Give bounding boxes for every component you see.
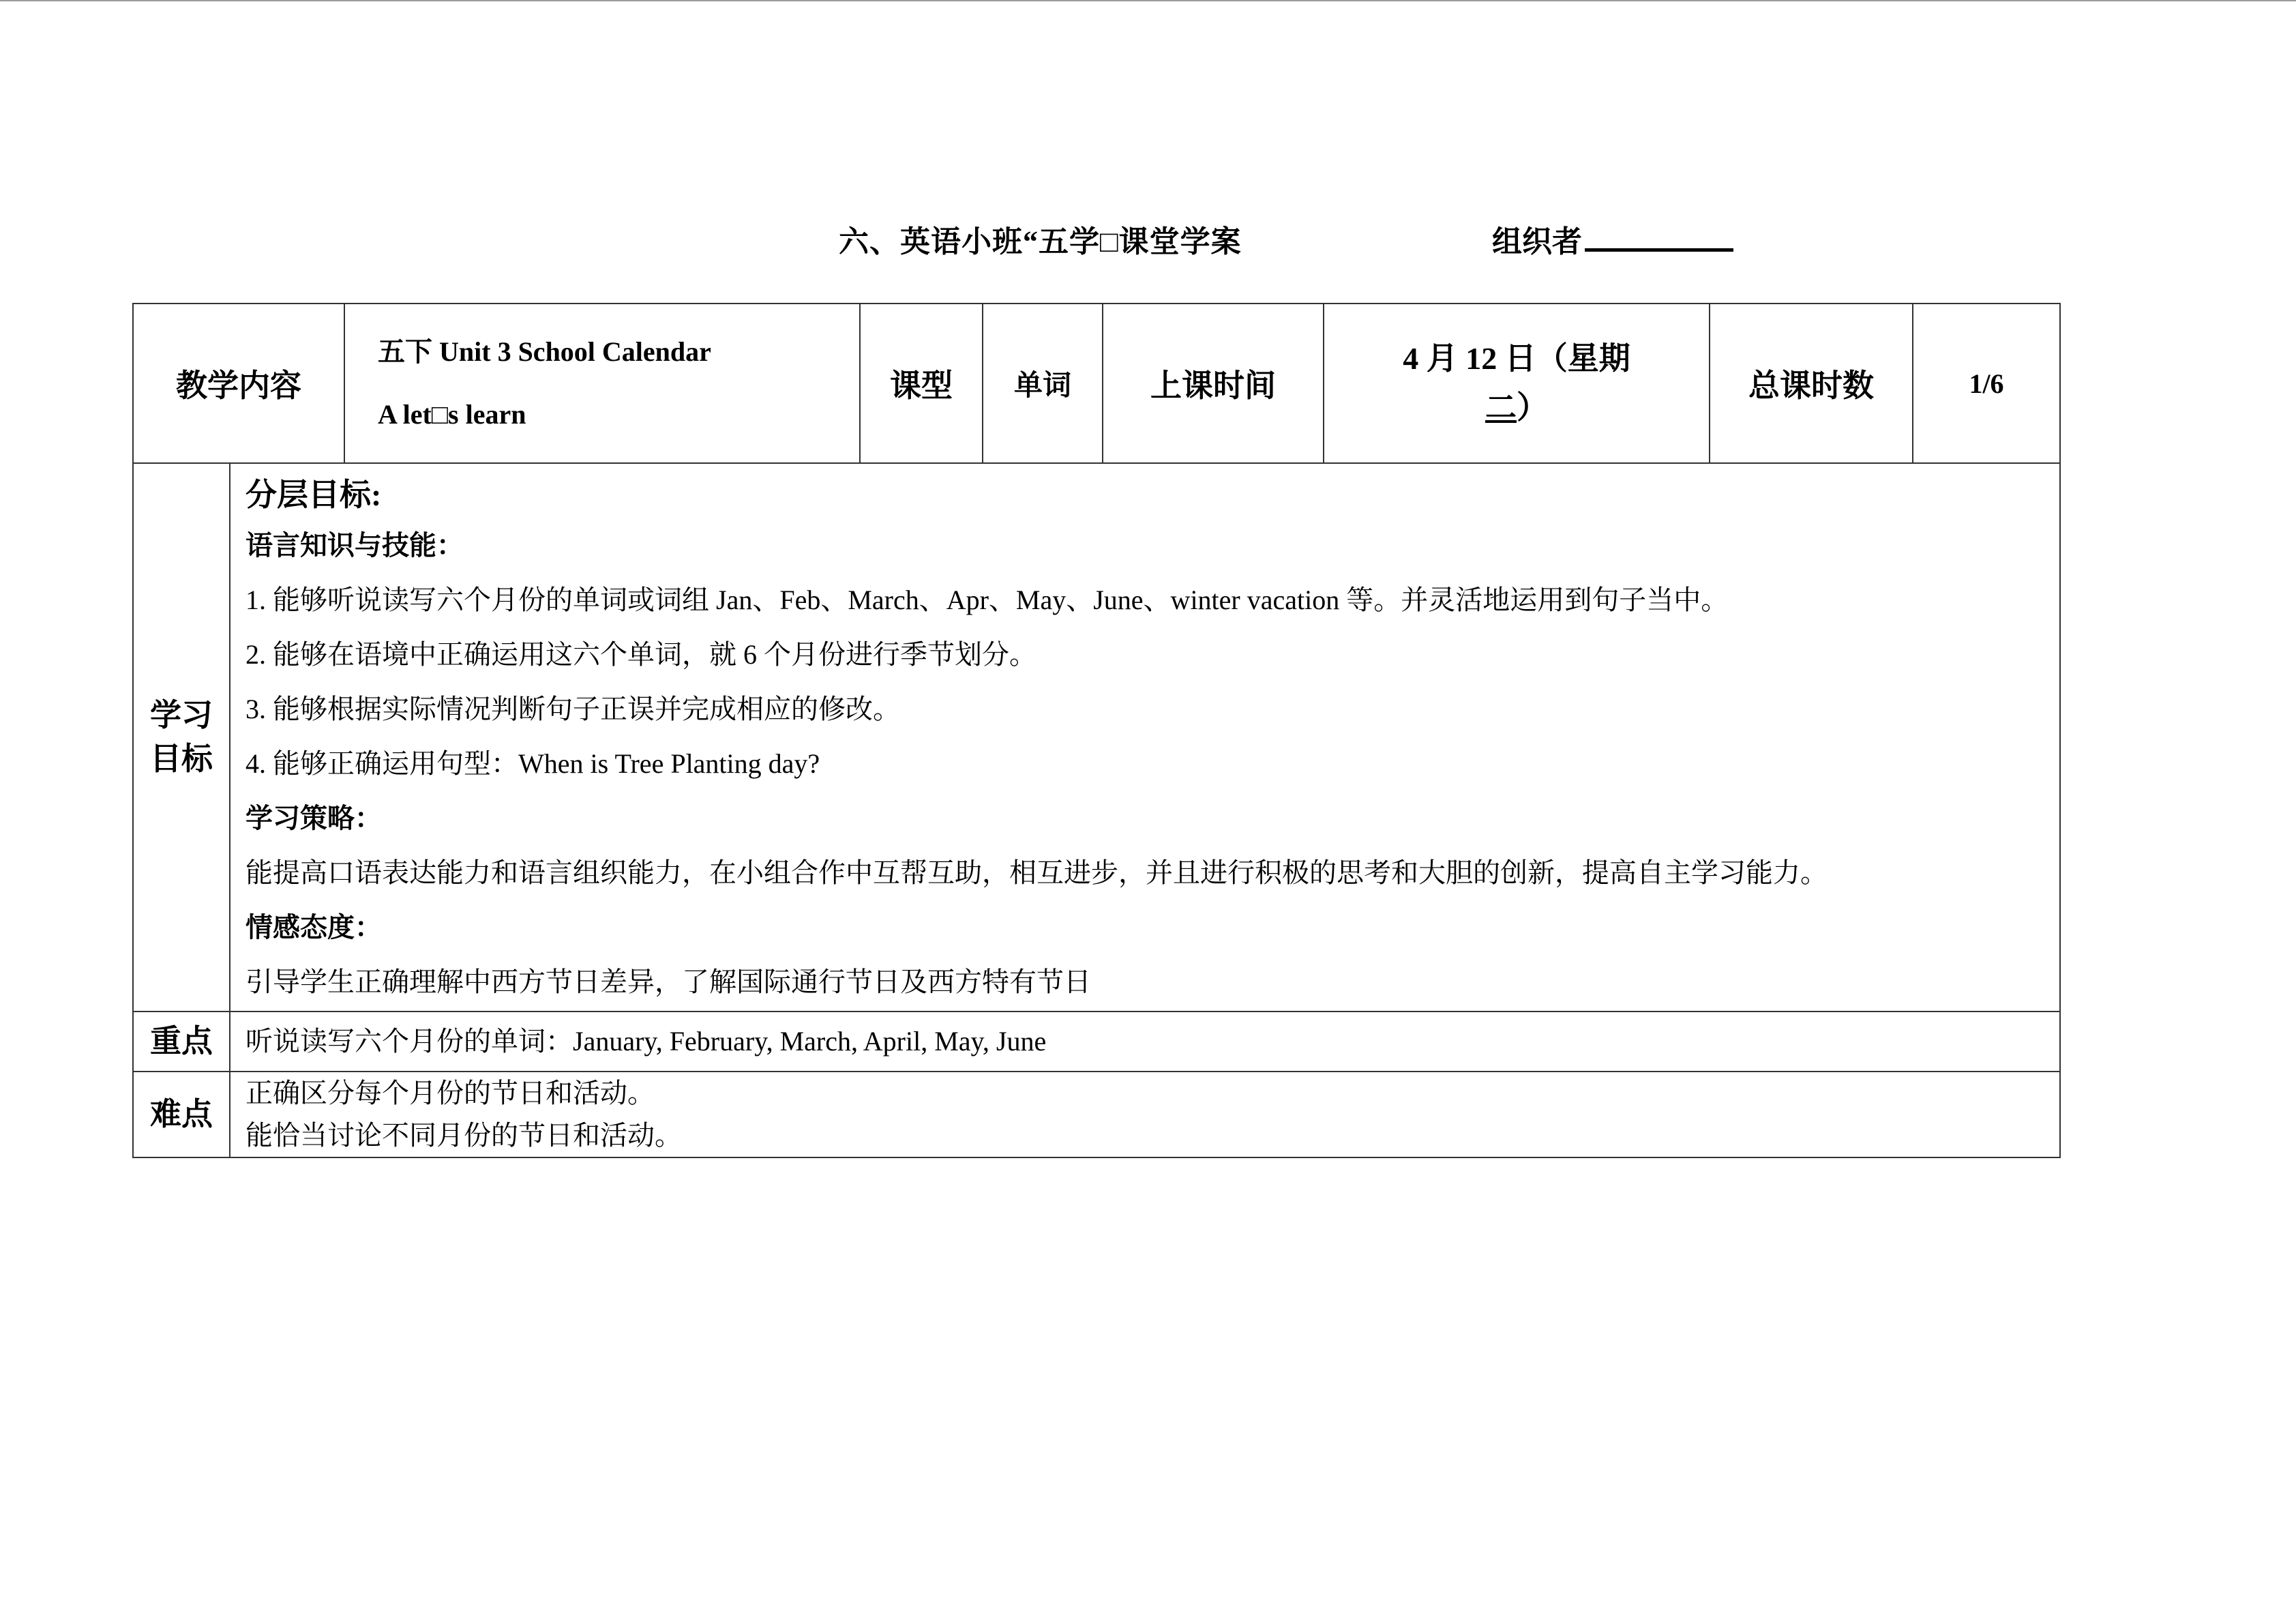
difficulties-content (230, 1072, 2060, 1157)
lesson-header-table (132, 303, 2061, 464)
class-date-close: ） (1517, 390, 1548, 425)
key-points-row (133, 1012, 2060, 1072)
knowledge-heading: 语言知识与技能： (245, 530, 464, 561)
strategy-heading: 学习策略： (245, 803, 382, 833)
strategy-text: 能提高口语表达能力和语言组织能力，在小组合作中互帮互助，相互进步，并且进行积极的思考和大胆的创新，提高自主学习能力。 (245, 857, 1828, 888)
difficulties-row (133, 1072, 2060, 1157)
objectives-label-line2: 目标 (150, 741, 213, 776)
organizer-label: 组织者 (1492, 225, 1582, 259)
objective-item-4: 4. 能够正确运用句型：When is Tree Planting day? (245, 748, 820, 779)
objectives-label (133, 463, 230, 1012)
objective-item-1: 1. 能够听说读写六个月份的单词或词组 Jan、Feb、March、Apr、May、June、winter vacation 等。并灵活地运用到句子当中。 (245, 585, 1729, 615)
unit-subtitle: A let□s learn (378, 399, 526, 430)
teaching-content-label: 教学内容 (133, 304, 344, 463)
objectives-row (133, 463, 2060, 1012)
page-top-border (0, 0, 2296, 1)
difficulty-line-1: 正确区分每个月份的节日和活动。 (245, 1078, 655, 1108)
class-time-label: 上课时间 (1103, 304, 1324, 463)
difficulty-line-2: 能恰当讨论不同月份的节日和活动。 (245, 1120, 682, 1151)
unit-title: 五下 Unit 3 School Calendar (378, 336, 711, 367)
organizer-blank-line (1585, 218, 1733, 252)
unit-title-cell (344, 304, 860, 463)
total-lessons-value: 1/6 (1913, 304, 2060, 463)
lesson-type-value: 单词 (983, 304, 1103, 463)
attitude-heading: 情感态度： (245, 912, 382, 943)
attitude-text: 引导学生正确理解中西方节日差异，了解国际通行节日及西方特有节日 (245, 966, 1091, 997)
document-title: 六、英语小班“五学□课堂学案 (839, 225, 1242, 259)
objectives-label-line1: 学习 (150, 698, 213, 733)
key-points-label: 重点 (133, 1012, 230, 1072)
class-date-weekday: 二 (1485, 390, 1517, 425)
key-points-text: 听说读写六个月份的单词：January, February, March, April, May, June (230, 1012, 2060, 1072)
objective-item-3: 3. 能够根据实际情况判断句子正误并完成相应的修改。 (245, 694, 900, 724)
objectives-content (230, 463, 2060, 1012)
organizer-field (1492, 217, 1733, 261)
tiered-objectives-heading: 分层目标: (245, 477, 382, 512)
objective-item-2: 2. 能够在语境中正确运用这六个单词，就 6 个月份进行季节划分。 (245, 639, 1037, 670)
total-lessons-label: 总课时数 (1710, 304, 1913, 463)
class-date-weekday-line (1324, 383, 1709, 432)
difficulties-label: 难点 (133, 1072, 230, 1157)
lesson-type-label: 课型 (860, 304, 983, 463)
lesson-body-table (132, 462, 2061, 1158)
class-date-cell (1324, 304, 1710, 463)
class-date-line: 4 月 12 日（星期 (1403, 341, 1630, 376)
